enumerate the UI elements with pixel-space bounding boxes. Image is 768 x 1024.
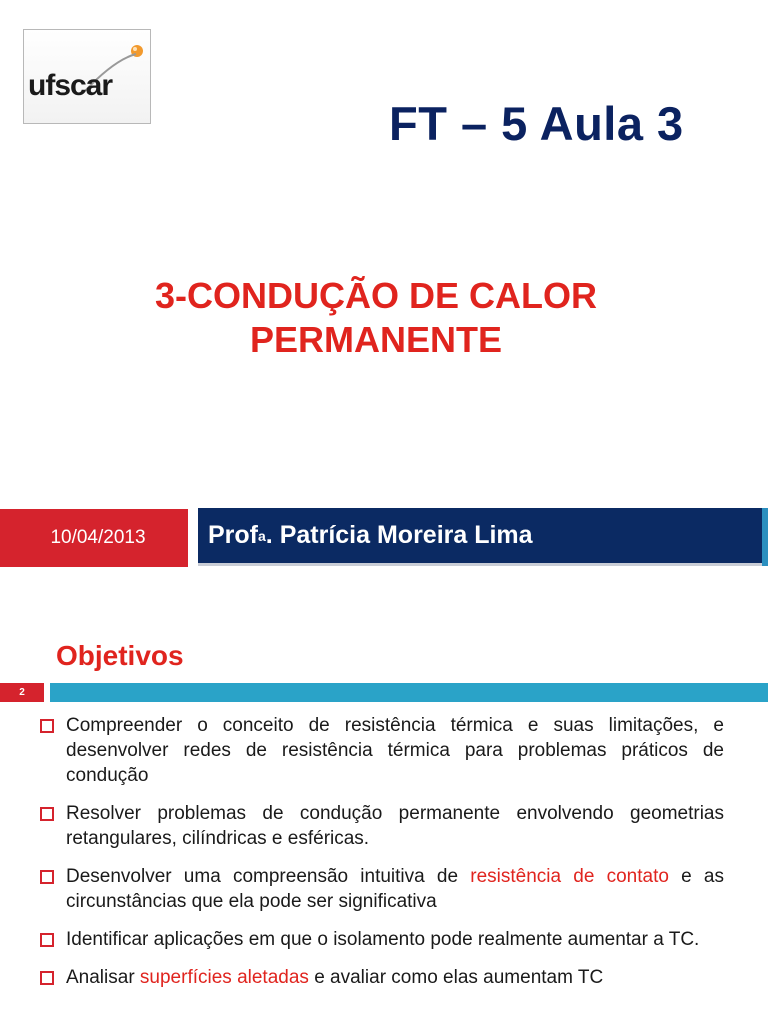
objective-text-before: Analisar	[66, 967, 140, 988]
checkbox-bullet-icon	[40, 933, 54, 947]
lecture-date: 10/04/2013	[50, 527, 146, 548]
objective-text-after: e as circunstâncias que ela pode ser significativa	[66, 866, 724, 912]
header-divider-bar	[50, 683, 768, 702]
objective-text: Identificar aplicações em que o isolamento pode realmente aumentar a TC.	[66, 929, 700, 950]
objective-text-after: e avaliar como elas aumentam TC	[308, 967, 604, 988]
objective-highlight: resistência de contato	[470, 866, 669, 887]
logo-text: ufscar	[28, 69, 113, 102]
lecture-title-line-2: PERMANENTE	[249, 319, 503, 360]
objective-text-before: Desenvolver uma compreensão intuitiva de	[66, 866, 471, 887]
objective-text: Compreender o conceito de resistência térmica e suas limitações, e desenvolver redes de resistência térmica para problemas práticos de condução	[66, 715, 724, 786]
objective-item	[40, 713, 724, 788]
lecture-title	[60, 274, 692, 362]
checkbox-bullet-icon	[40, 971, 54, 985]
page-number: 2	[19, 687, 25, 698]
professor-banner	[198, 508, 762, 566]
objective-item	[40, 927, 724, 952]
objective-highlight: superfícies aletadas	[139, 967, 309, 988]
objective-item	[40, 864, 724, 914]
course-title: FT – 5 Aula 3	[389, 97, 684, 150]
page-number-badge	[0, 683, 44, 702]
date-banner	[0, 509, 188, 567]
professor-sup: a	[258, 527, 266, 544]
professor-prefix: Prof	[208, 521, 258, 549]
objective-item	[40, 965, 724, 990]
objective-item	[40, 801, 724, 851]
checkbox-bullet-icon	[40, 807, 54, 821]
objectives-list	[40, 713, 724, 1003]
professor-name: . Patrícia Moreira Lima	[265, 521, 533, 549]
ufscar-logo	[23, 29, 151, 124]
checkbox-bullet-icon	[40, 719, 54, 733]
lecture-title-line-1: 3-CONDUÇÃO DE CALOR	[154, 275, 597, 316]
banner-edge-accent	[762, 508, 768, 566]
ufscar-logo-mark	[24, 30, 152, 125]
objective-text: Resolver problemas de condução permanente envolvendo geometrias retangulares, cilíndricas e esféricas.	[66, 803, 724, 849]
objectives-title: Objetivos	[56, 640, 184, 671]
checkbox-bullet-icon	[40, 870, 54, 884]
